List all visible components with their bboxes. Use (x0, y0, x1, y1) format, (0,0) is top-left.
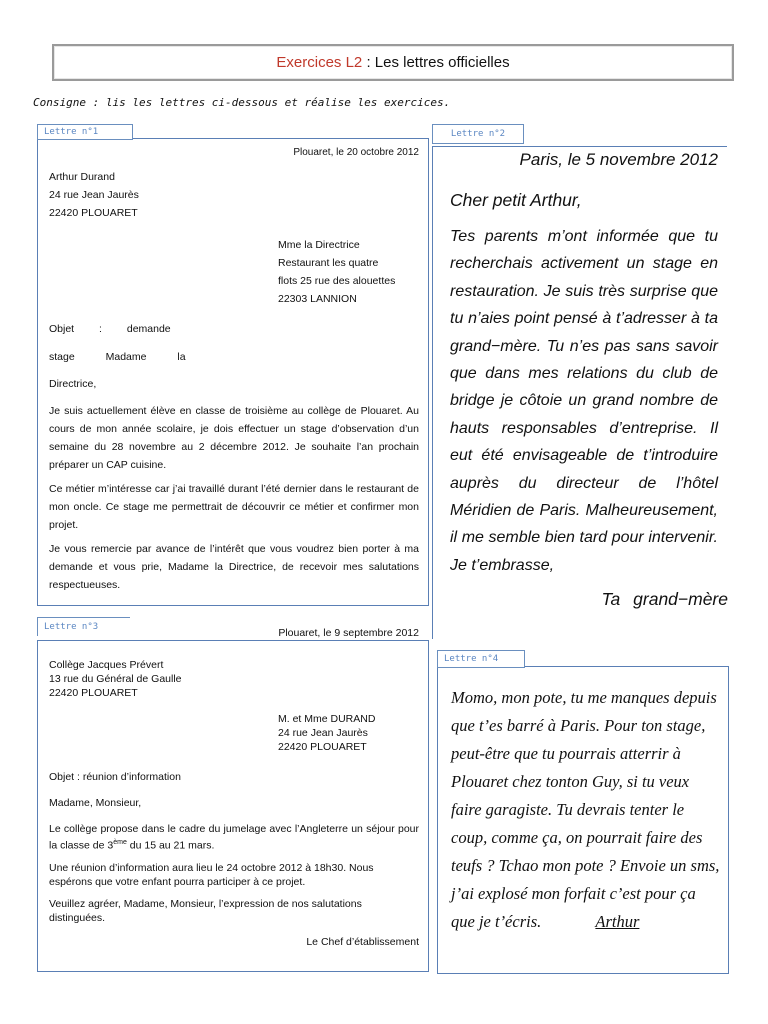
sender-line: 22420 PLOUARET (49, 687, 138, 699)
letter-3-place-date: Plouaret, le 9 septembre 2012 (278, 627, 419, 639)
recipient-line: Restaurant les quatre (278, 257, 379, 269)
letter-2-signature: Ta grand−mère (601, 589, 728, 610)
letter-3-paragraph: Veuillez agréer, Madame, Monsieur, l’expression de nos salutations distinguées. (49, 897, 362, 924)
letter-1-paragraph: Je vous remercie par avance de l’intérêt que vous voudrez bien porter à ma demande et vous prie, Madame la Directrice, de recevoir mes salutations respectueuses. (49, 543, 419, 591)
letter-3-paragraph: Une réunion d’information aura lieu le 24 octobre 2012 à 18h30. Nous espérons que votre enfant pourra participer à ce projet. (49, 861, 374, 888)
recipient-line: M. et Mme DURAND (278, 713, 376, 725)
sender-line: Arthur Durand (49, 171, 115, 183)
letter-1-paragraph: Ce métier m’intéresse car j’ai travaillé durant l’été dernier dans le restaurant de mon oncle. Ce stage me permettrait de découvrir ce métier et confirmer mon projet. (49, 483, 419, 531)
letter-2-content (450, 150, 728, 610)
instruction-text: Consigne : lis les lettres ci-dessous et réalise les exercices. (33, 96, 451, 109)
letter-1-content (49, 144, 419, 594)
letter-3-salutation: Madame, Monsieur, (49, 797, 142, 809)
letter-1-recipient (278, 236, 419, 308)
page-title (52, 44, 734, 81)
recipient-line: 22303 LANNION (278, 293, 357, 305)
letter-1-objet: Objet : demande (49, 323, 171, 335)
letter-1-place-date: Plouaret, le 20 octobre 2012 (293, 147, 419, 158)
recipient-line: Mme la Directrice (278, 239, 360, 251)
letter-3-p1-text: Le collège propose dans le cadre du jumelage avec l’Angleterre un séjour pour la classe de 3 (49, 823, 419, 852)
letter-2-body: Tes parents m’ont informée que tu recherchais activement un stage en restauration. Je suis très surprise que tu n’aies point pensé à t’adresser à ta grand−mère. Tu n’es pas sans savoir que dans mes relations du club de bridge je côtoie un grand nombre de hauts responsables d’entreprise. Il eut été envisageable de t’introduire auprès du directeur de l’hôtel Méridien de Paris. Malheureusement, il me semble bien tard pour intervenir. Je t’embrasse, (450, 228, 718, 574)
letter-1-tab: Lettre n°1 (37, 124, 133, 140)
recipient-line: 22420 PLOUARET (278, 741, 367, 753)
letter-4-tab: Lettre n°4 (437, 650, 525, 668)
letter-3-sender (49, 658, 419, 700)
letter-2-salutation: Cher petit Arthur, (450, 190, 582, 210)
letter-4-body: Momo, mon pote, tu me manques depuis que t’es barré à Paris. Pour ton stage, peut-être que tu pourrais atterrir à Plouaret chez tonton Guy, si tu veux faire garagiste. Tu devrais tenter le coup, comme ça, on pourrait faire des teufs ? Tchao mon pote ? Envoie un sms, j’ai explosé mon forfait c’est pour ça que je t’écris. (451, 688, 720, 931)
letter-2-tab: Lettre n°2 (432, 124, 524, 144)
letter-3-tab: Lettre n°3 (37, 617, 130, 636)
letter-1-paragraph: Je suis actuellement élève en classe de troisième au collège de Plouaret. Au cours de mon année scolaire, je dois effectuer un stage d’observation d’un semaine du 28 novembre au 2 décembre 2012. Je souhaite l’an prochain préparer un CAP cuisine. (49, 405, 419, 471)
letter-3-signature: Le Chef d’établissement (306, 935, 419, 948)
sender-line: Collège Jacques Prévert (49, 659, 164, 671)
sender-line: 22420 PLOUARET (49, 207, 138, 219)
sender-line: 13 rue du Général de Gaulle (49, 673, 182, 685)
letter-3-paragraph (49, 822, 419, 853)
letter-3-p1-end: du 15 au 21 mars. (126, 839, 215, 852)
recipient-line: flots 25 rue des alouettes (278, 275, 396, 287)
letter-2-place-date: Paris, le 5 novembre 2012 (519, 150, 718, 169)
title-subject: : Les lettres officielles (362, 54, 510, 71)
recipient-line: 24 rue Jean Jaurès (278, 727, 368, 739)
letter-3-p1-sup: ème (113, 839, 127, 846)
letter-1-salutation: Directrice, (49, 378, 97, 390)
letter-3-objet: Objet : réunion d’information (49, 771, 181, 783)
sender-line: 24 rue Jean Jaurès (49, 189, 139, 201)
letter-1-objet-line2: stage Madame la (49, 351, 186, 363)
letter-3-content (49, 626, 419, 949)
letter-4-content (451, 684, 723, 936)
letter-3-recipient (278, 712, 419, 754)
letter-4-signature: Arthur (595, 912, 640, 931)
title-exercise-label: Exercices L2 (276, 54, 363, 71)
letter-1-sender (49, 168, 419, 222)
